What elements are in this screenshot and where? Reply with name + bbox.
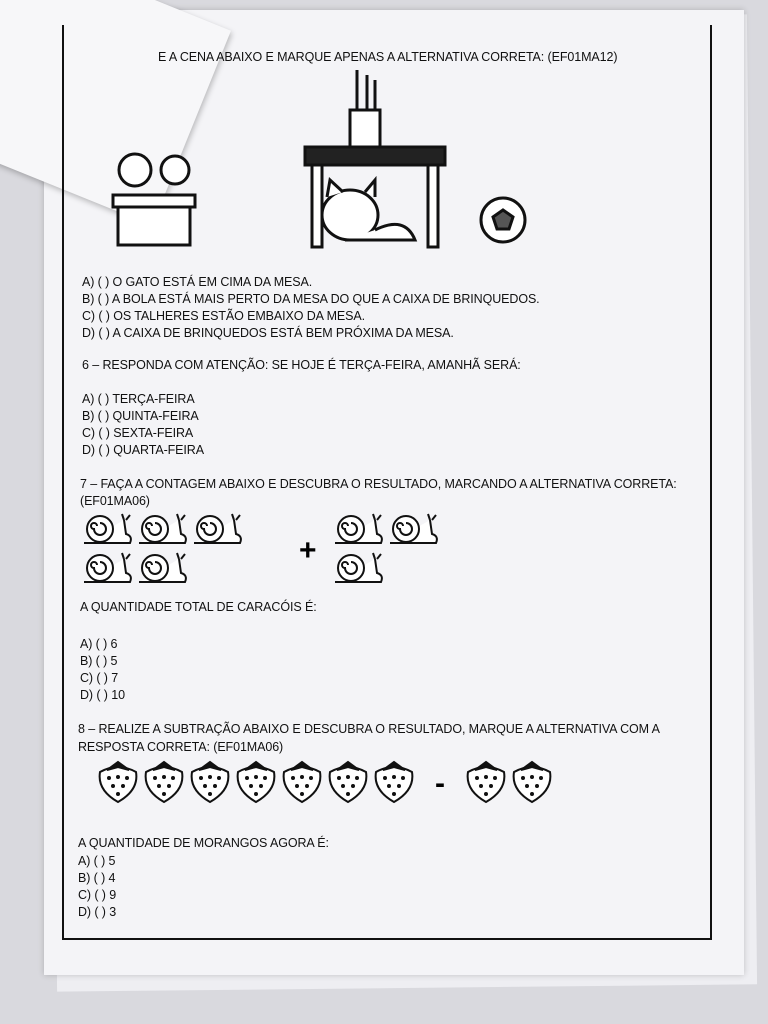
- q5-option-a[interactable]: A) ( ) O GATO ESTÁ EM CIMA DA MESA.: [82, 275, 313, 289]
- q7-option-d[interactable]: D) ( ) 10: [80, 688, 125, 702]
- q7-title: 7 – FAÇA A CONTAGEM ABAIXO E DESCUBRA O RESULTADO, MARCANDO A ALTERNATIVA CORRETA:: [80, 477, 677, 491]
- q5-title: E A CENA ABAIXO E MARQUE APENAS A ALTERNATIVA CORRETA: (EF01MA12): [158, 50, 618, 64]
- q7-option-a[interactable]: A) ( ) 6: [80, 637, 118, 651]
- q6-option-a[interactable]: A) ( ) TERÇA-FEIRA: [82, 392, 195, 406]
- q8-option-d[interactable]: D) ( ) 3: [78, 905, 117, 919]
- q6-option-d[interactable]: D) ( ) QUARTA-FEIRA: [82, 443, 204, 457]
- strawberry-icon: [187, 758, 233, 809]
- snail-icon: [135, 512, 190, 551]
- q6-option-c[interactable]: C) ( ) SEXTA-FEIRA: [82, 426, 194, 440]
- q8-title: 8 – REALIZE A SUBTRAÇÃO ABAIXO E DESCUBRA O RESULTADO, MARQUE A ALTERNATIVA COM A: [78, 722, 660, 736]
- q5-options: [82, 274, 540, 342]
- q7-code: (EF01MA06): [80, 494, 150, 508]
- q6-option-b[interactable]: B) ( ) QUINTA-FEIRA: [82, 409, 199, 423]
- scene-illustration: [105, 65, 535, 255]
- plus-sign: +: [299, 534, 317, 567]
- snail-icon: [386, 512, 441, 551]
- toy-box-icon: [113, 154, 195, 245]
- snail-icon: [80, 512, 135, 551]
- snail-icon: [331, 551, 386, 590]
- q8-strawberry-equation: [95, 758, 555, 809]
- snail-icon: [135, 551, 190, 590]
- strawberry-icon: [509, 758, 555, 809]
- strawberry-icon: [463, 758, 509, 809]
- cat-icon: [322, 180, 415, 240]
- strawberry-icon: [141, 758, 187, 809]
- q8-prompt: A QUANTIDADE DE MORANGOS AGORA É:: [78, 836, 329, 850]
- strawberry-icon: [371, 758, 417, 809]
- strawberries-right: [463, 758, 555, 809]
- strawberries-left: [95, 758, 417, 809]
- strawberry-icon: [279, 758, 325, 809]
- q8-option-a[interactable]: A) ( ) 5: [78, 854, 116, 868]
- minus-sign: -: [435, 766, 445, 800]
- q5-option-b[interactable]: B) ( ) A BOLA ESTÁ MAIS PERTO DA MESA DO QUE A CAIXA DE BRINQUEDOS.: [82, 292, 540, 306]
- strawberry-icon: [325, 758, 371, 809]
- snail-icon: [331, 512, 386, 551]
- q7-option-c[interactable]: C) ( ) 7: [80, 671, 119, 685]
- q8-option-c[interactable]: C) ( ) 9: [78, 888, 117, 902]
- q5-option-d[interactable]: D) ( ) A CAIXA DE BRINQUEDOS ESTÁ BEM PRÓXIMA DA MESA.: [82, 326, 454, 340]
- q6-title: 6 – RESPONDA COM ATENÇÃO: SE HOJE É TERÇA-FEIRA, AMANHÃ SERÁ:: [82, 358, 521, 372]
- q7-option-b[interactable]: B) ( ) 5: [80, 654, 118, 668]
- q7-snail-equation: [80, 512, 491, 590]
- snail-icon: [190, 512, 245, 551]
- q8-title-cont: RESPOSTA CORRETA: (EF01MA06): [78, 740, 284, 754]
- strawberry-icon: [233, 758, 279, 809]
- q7-prompt: A QUANTIDADE TOTAL DE CARACÓIS É:: [80, 600, 317, 614]
- q7-options: [80, 636, 125, 704]
- snail-icon: [80, 551, 135, 590]
- q8-option-b[interactable]: B) ( ) 4: [78, 871, 116, 885]
- snails-left: [80, 512, 285, 590]
- strawberry-icon: [95, 758, 141, 809]
- ball-icon: [481, 198, 525, 242]
- q6-options: [82, 391, 204, 459]
- q8-options: [78, 853, 116, 921]
- snails-right: [331, 512, 491, 590]
- q5-option-c[interactable]: C) ( ) OS TALHERES ESTÃO EMBAIXO DA MESA.: [82, 309, 365, 323]
